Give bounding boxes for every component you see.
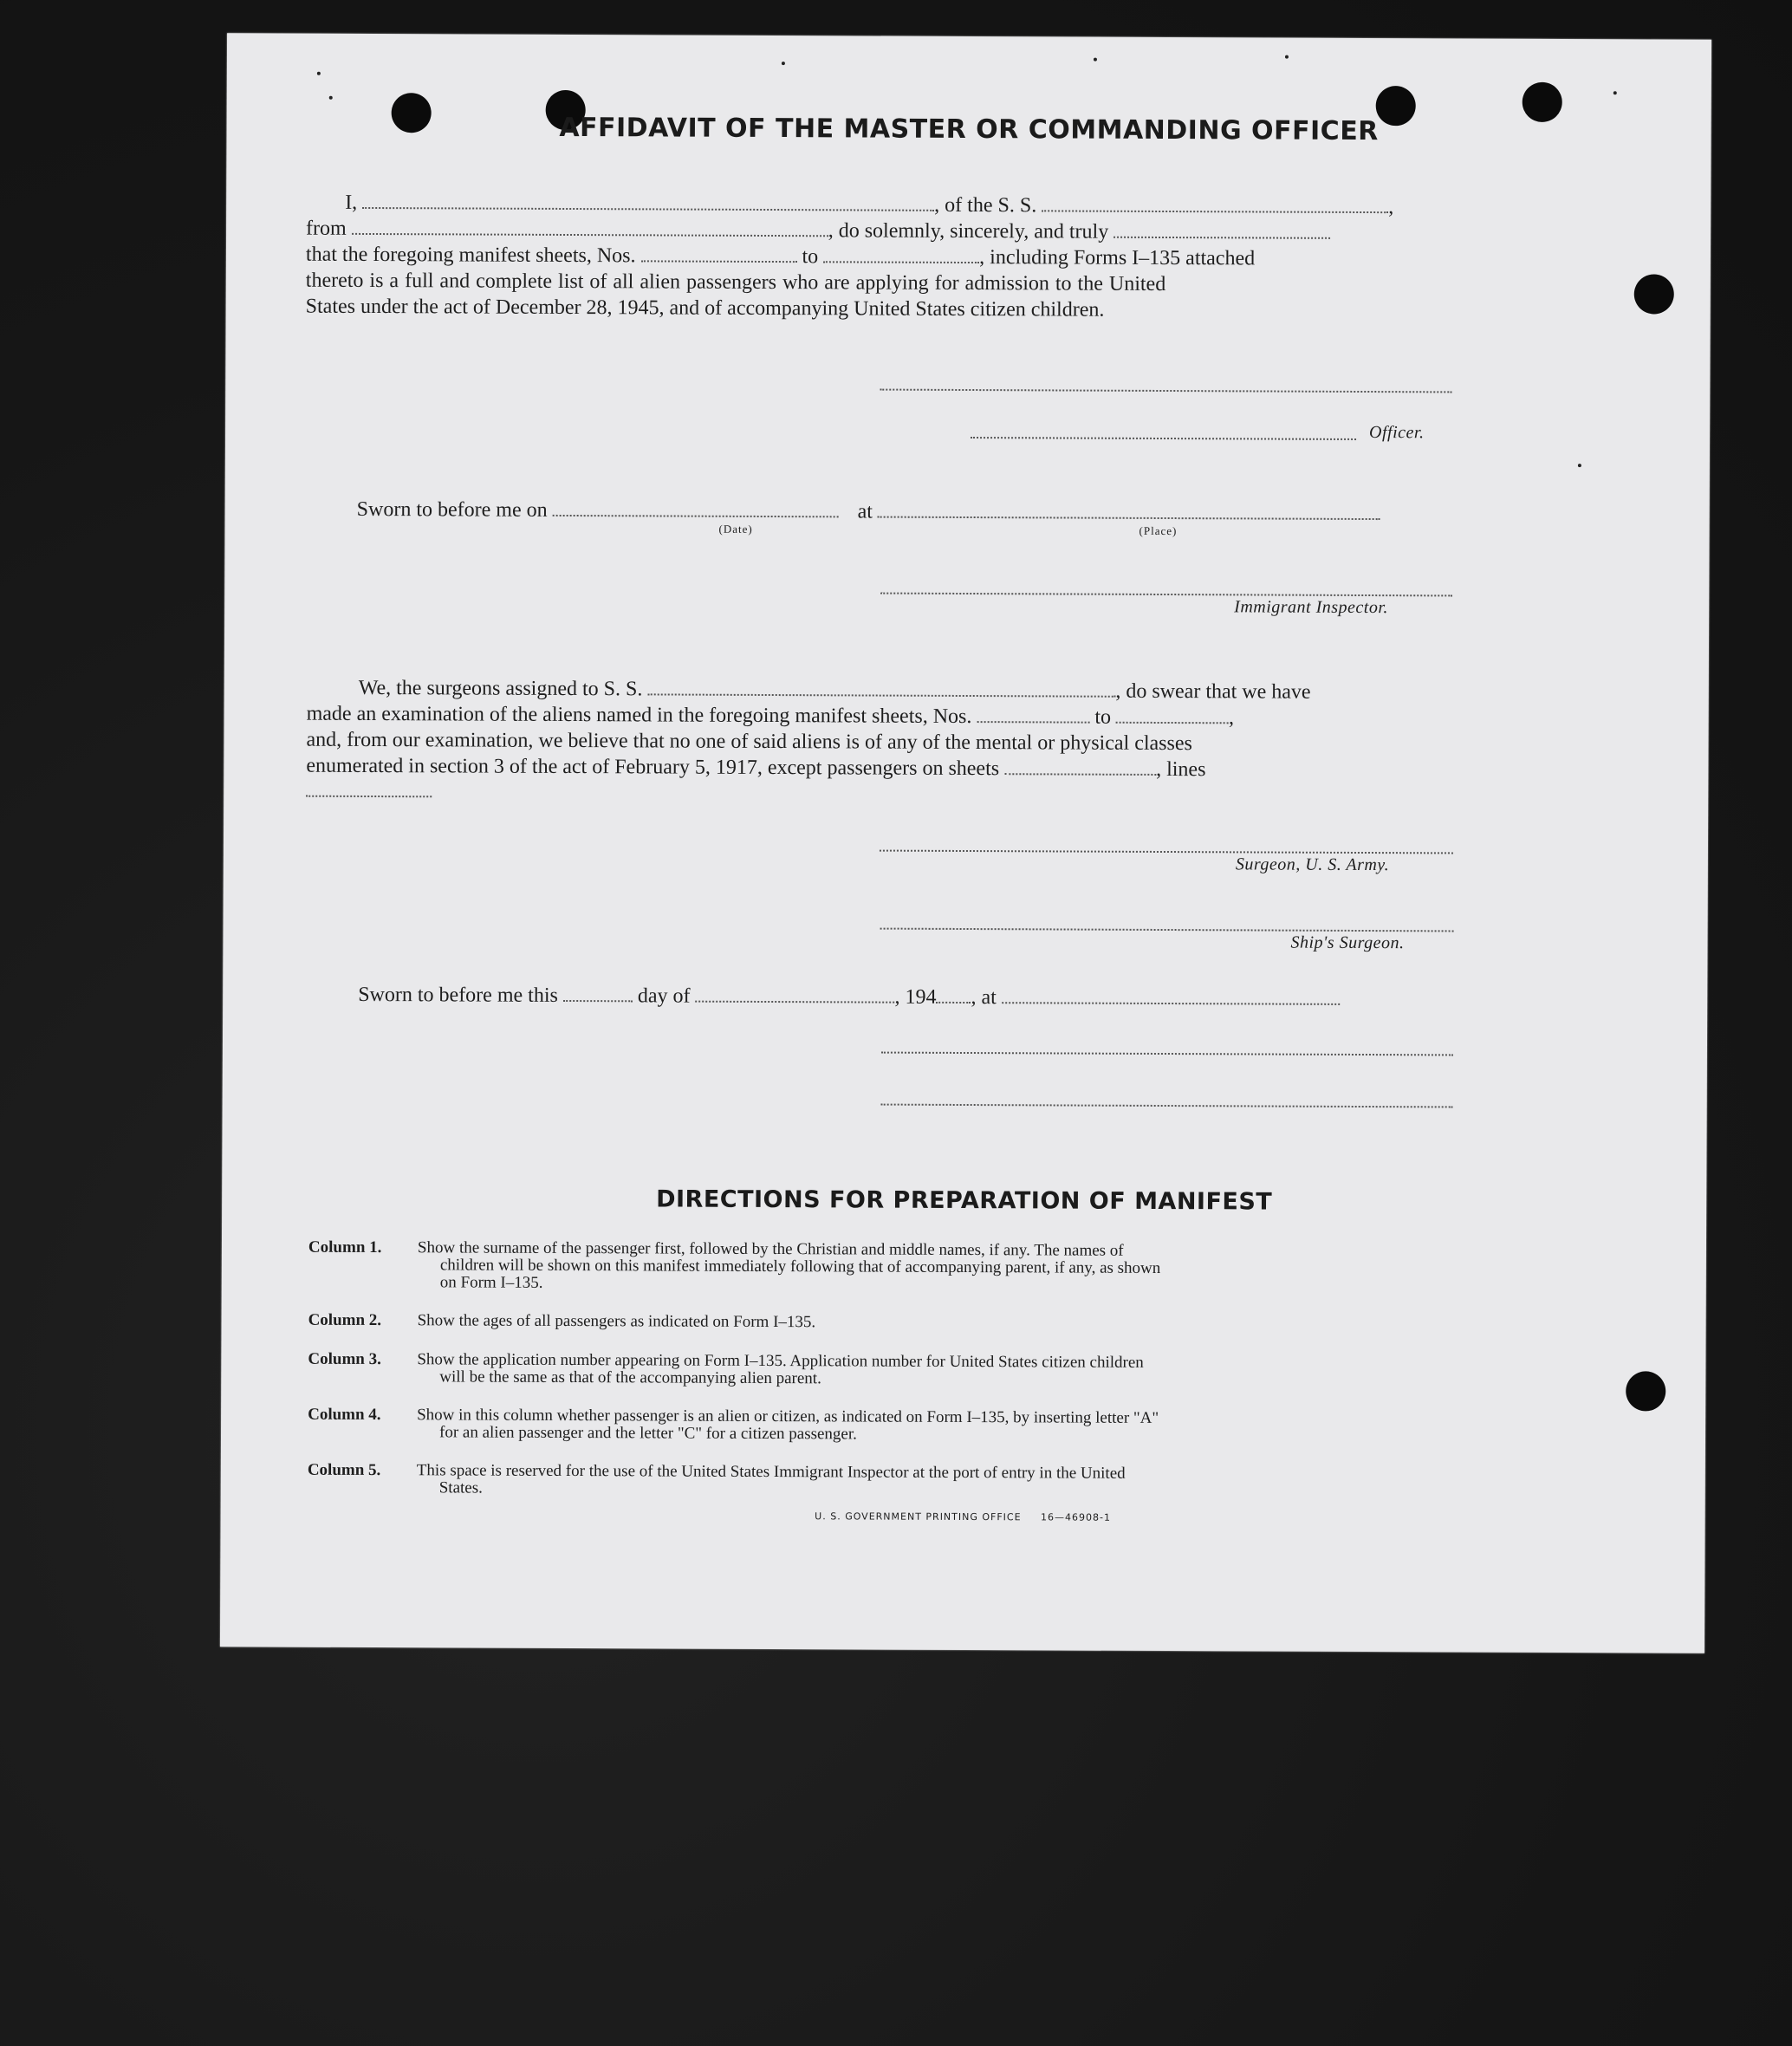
- affidavit-text: I,: [345, 191, 358, 214]
- speck: [329, 96, 333, 100]
- direction-label: Column 1.: [308, 1237, 382, 1257]
- from-field[interactable]: [352, 218, 828, 237]
- direction-text: [417, 1351, 1451, 1390]
- affidavit-line-4: thereto is a full and complete list of all alien passengers who are applying for admission to the United: [305, 269, 1166, 296]
- place-caption: (Place): [1139, 523, 1178, 538]
- direction-column-3: [308, 1351, 1451, 1393]
- sworn-text: Sworn to before me this: [358, 983, 558, 1007]
- affidavit-title: AFFIDAVIT OF THE MASTER OR COMMANDING OFFICER: [559, 112, 1379, 147]
- surgeons-text: We, the surgeons assigned to S. S.: [358, 676, 643, 701]
- form-page: [220, 33, 1711, 1653]
- sworn-at-text: at: [857, 500, 873, 523]
- direction-line: for an alien passenger and the letter "C" for a citizen passenger.: [438, 1423, 857, 1444]
- affidavit-text: ,: [1388, 196, 1394, 219]
- ship-name-field[interactable]: [1042, 194, 1388, 213]
- surgeons-text: , do swear that we have: [1115, 679, 1311, 704]
- affidavit-text: , of the S. S.: [934, 193, 1037, 218]
- direction-line: will be the same as that of the accompanying alien parent.: [439, 1367, 821, 1388]
- direction-line: children will be shown on this manifest immediately following that of accompanying parent, if any, as shown: [439, 1256, 1161, 1277]
- date-caption: (Date): [718, 522, 753, 536]
- punch-hole: [1626, 1371, 1665, 1411]
- directions-title: DIRECTIONS FOR PREPARATION OF MANIFEST: [656, 1185, 1273, 1216]
- punch-hole: [1634, 274, 1674, 314]
- surgeons-sheet-from-field[interactable]: [977, 705, 1089, 724]
- direction-column-2: [308, 1312, 1452, 1336]
- sworn-signature-line-1[interactable]: [881, 1050, 1453, 1056]
- sworn-text: Sworn to before me on: [356, 497, 548, 522]
- direction-line: States.: [438, 1478, 483, 1497]
- sworn-place-field[interactable]: [878, 501, 1380, 521]
- sheet-to-field[interactable]: [823, 245, 979, 263]
- direction-line: This space is reserved for the use of the United States Immigrant Inspector at the port of entry in the United: [416, 1461, 1126, 1483]
- ship-surgeon-signature-line[interactable]: [880, 926, 1454, 932]
- inspector-signature-line[interactable]: [880, 591, 1452, 597]
- surgeons-sheet-to-field[interactable]: [1116, 706, 1229, 724]
- speck: [1285, 55, 1289, 59]
- sworn-day-field[interactable]: [563, 984, 633, 1002]
- direction-column-1: [308, 1239, 1452, 1298]
- officer-caption: Officer.: [1369, 423, 1425, 443]
- direction-line: Show the ages of all passengers as indicated on Form I–135.: [417, 1311, 816, 1332]
- surgeons-text: ,: [1229, 706, 1235, 730]
- sworn-text: , 194: [894, 985, 937, 1009]
- master-signature-line[interactable]: [880, 387, 1451, 393]
- officer-signature-line[interactable]: [971, 435, 1356, 440]
- sworn-location-field[interactable]: [1002, 986, 1340, 1005]
- affidavit-text: to: [802, 245, 819, 269]
- surgeons-line-2: [307, 701, 1235, 731]
- speck: [782, 62, 785, 65]
- direction-text: [417, 1406, 1451, 1445]
- except-lines-field[interactable]: [306, 794, 432, 798]
- direction-line: on Form I–135.: [439, 1273, 543, 1292]
- speck: [1578, 464, 1581, 467]
- direction-line: Show the surname of the passenger first, followed by the Christian and middle names, if any. The names of: [417, 1238, 1124, 1260]
- direction-text: [418, 1312, 1452, 1334]
- surgeons-text: made an examination of the aliens named in the foregoing manifest sheets, Nos.: [306, 702, 972, 729]
- sworn-text: , at: [971, 986, 997, 1010]
- sworn-month-field[interactable]: [695, 985, 894, 1004]
- except-sheets-field[interactable]: [1004, 757, 1156, 776]
- name-field[interactable]: [362, 192, 934, 211]
- printing-office-footer: U. S. GOVERNMENT PRINTING OFFICE 16—46908-1: [815, 1510, 1112, 1523]
- surgeons-text: to: [1094, 705, 1112, 729]
- army-surgeon-signature-line[interactable]: [880, 848, 1453, 854]
- affidavit-line-3: [306, 242, 1255, 272]
- inspector-caption: Immigrant Inspector.: [1234, 597, 1389, 618]
- declaration-field[interactable]: [1114, 221, 1330, 239]
- surgeons-line-1: [359, 675, 1311, 705]
- affidavit-text: that the foregoing manifest sheets, Nos.: [305, 243, 636, 268]
- affidavit-text: from: [306, 217, 347, 240]
- direction-column-5: [308, 1462, 1451, 1504]
- sheet-from-field[interactable]: [641, 244, 797, 263]
- sworn-text: day of: [637, 984, 691, 1008]
- sworn-line-2: [358, 982, 1340, 1012]
- affidavit-line-5: States under the act of December 28, 1945, and of accompanying United States citizen children.: [305, 295, 1105, 322]
- direction-line: Show the application number appearing on Form I–135. Application number for United States citizen children: [417, 1350, 1144, 1372]
- speck: [317, 72, 321, 75]
- surgeons-ship-field[interactable]: [647, 678, 1115, 697]
- surgeons-text: enumerated in section 3 of the act of February 5, 1917, except passengers on sheets: [306, 754, 1000, 781]
- direction-label: Column 5.: [307, 1460, 381, 1480]
- direction-line: Show in this column whether passenger is an alien or citizen, as indicated on Form I–135, by inserting letter "A": [417, 1406, 1159, 1427]
- army-surgeon-caption: Surgeon, U. S. Army.: [1235, 854, 1390, 875]
- direction-text: [418, 1239, 1452, 1296]
- direction-text: [417, 1462, 1451, 1501]
- sworn-year-field[interactable]: [936, 986, 971, 1004]
- speck: [1613, 91, 1617, 94]
- direction-label: Column 4.: [308, 1405, 381, 1425]
- direction-label: Column 3.: [308, 1349, 381, 1369]
- sworn-signature-line-2[interactable]: [881, 1102, 1453, 1108]
- sworn-line-1: [357, 497, 1380, 527]
- sworn-date-field[interactable]: [553, 499, 839, 517]
- ship-surgeon-caption: Ship's Surgeon.: [1290, 932, 1405, 953]
- surgeons-line-4: [306, 753, 1205, 783]
- surgeons-line-3: and, from our examination, we believe that no one of said aliens is of any of the mental or physical classes: [306, 728, 1192, 756]
- surgeons-text: , lines: [1156, 757, 1206, 782]
- direction-column-4: [308, 1406, 1451, 1448]
- affidavit-text: , do solemnly, sincerely, and truly: [828, 219, 1109, 244]
- direction-label: Column 2.: [308, 1310, 382, 1330]
- affidavit-text: , including Forms I–135 attached: [979, 246, 1256, 270]
- speck: [1094, 58, 1097, 62]
